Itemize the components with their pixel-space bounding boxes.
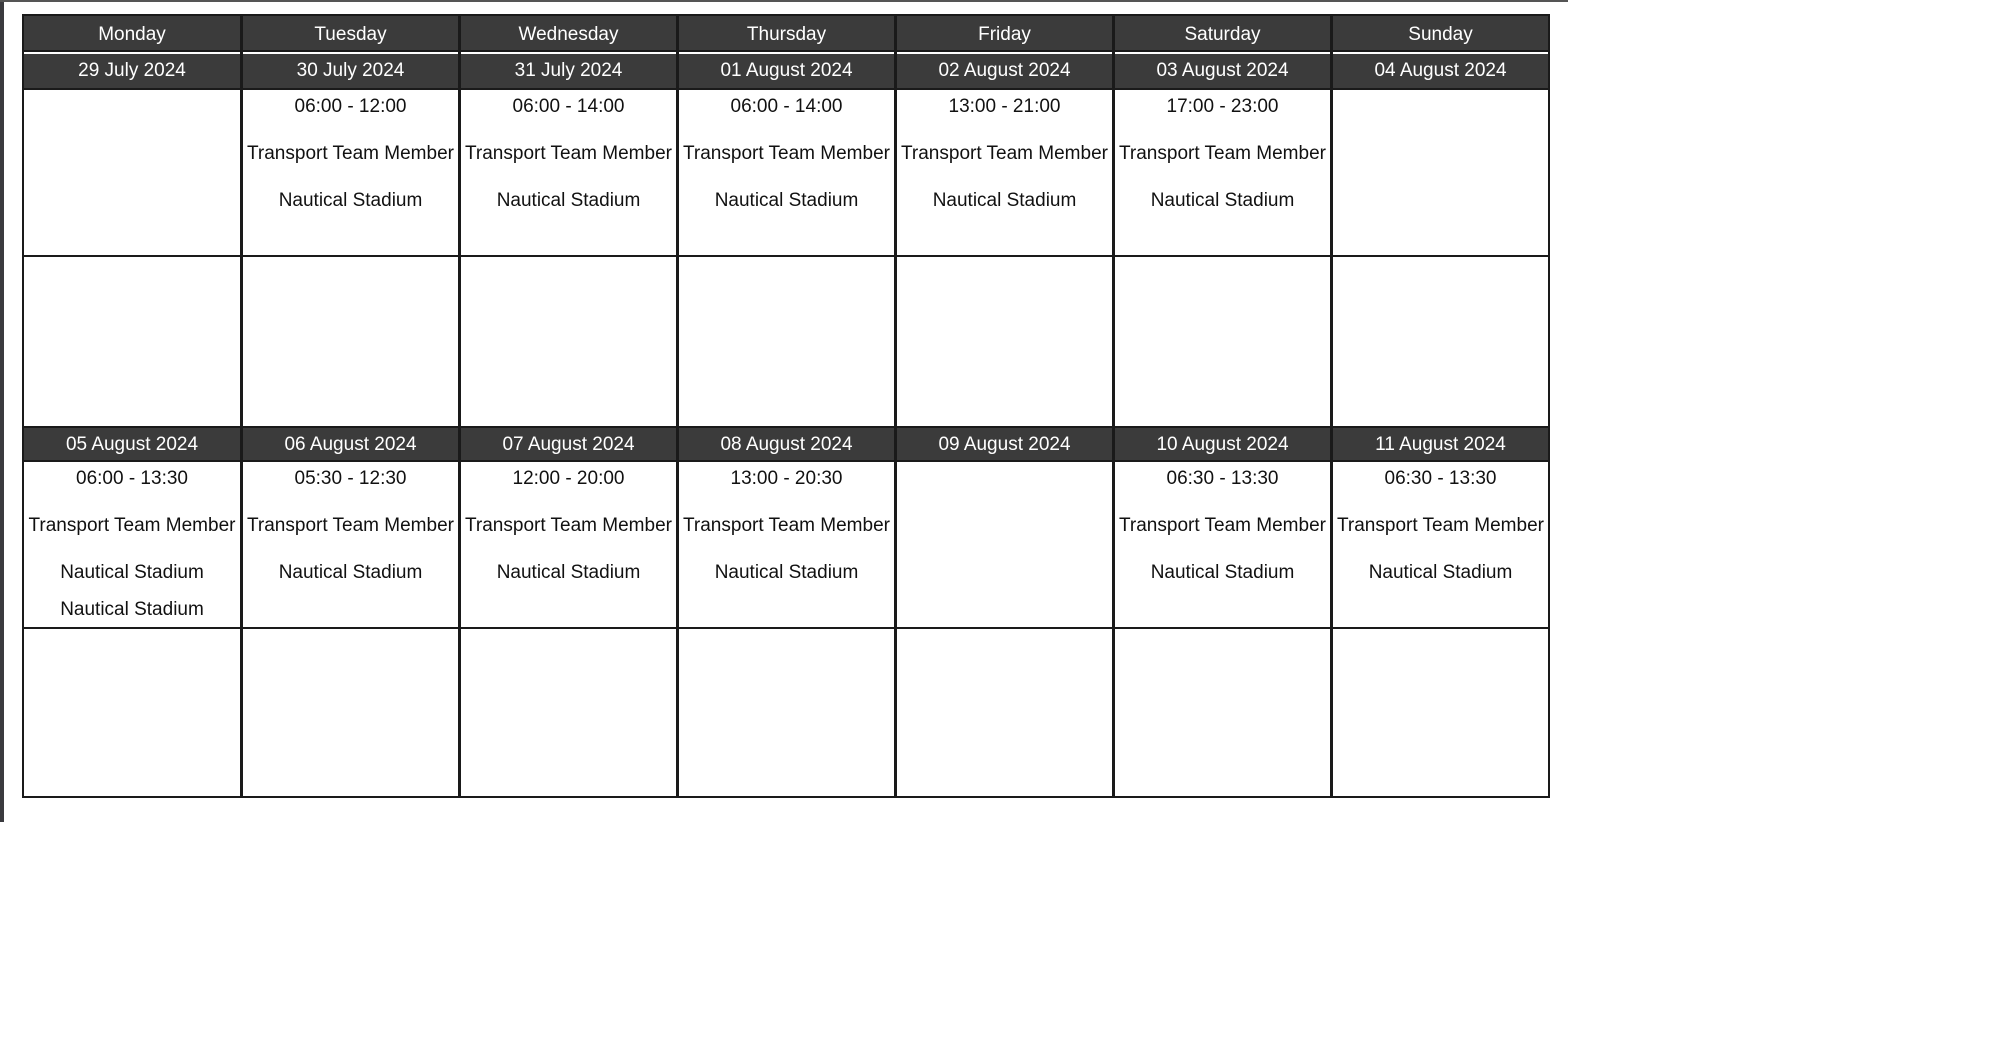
- shift-time: 06:30 - 13:30: [1384, 468, 1497, 489]
- shift-time: 13:00 - 21:00: [948, 96, 1061, 117]
- row-divider: [24, 460, 1548, 462]
- shift-location: Nautical Stadium: [1368, 562, 1513, 583]
- shift-role: Transport Team Member: [901, 143, 1108, 164]
- day-column-friday: [897, 16, 1112, 796]
- schedule-calendar: [22, 14, 1550, 798]
- date-header: 04 August 2024: [1333, 54, 1548, 88]
- date-header: 02 August 2024: [897, 54, 1112, 88]
- shift-role: Transport Team Member: [683, 143, 890, 164]
- shift-time: 13:00 - 20:30: [730, 468, 843, 489]
- date-header: 01 August 2024: [679, 54, 894, 88]
- shift-location: Nautical Stadium: [496, 190, 641, 211]
- day-header: Monday: [24, 16, 240, 52]
- shift-cell: [24, 88, 240, 256]
- day-header: Friday: [897, 16, 1112, 52]
- shift-time: 06:30 - 13:30: [1166, 468, 1279, 489]
- shift-cell: [461, 460, 676, 628]
- shift-cell: [1333, 460, 1548, 628]
- day-column-tuesday: [243, 16, 458, 796]
- shift-cell: [679, 460, 894, 628]
- day-header: Saturday: [1115, 16, 1330, 52]
- date-header: 11 August 2024: [1333, 426, 1548, 460]
- shift-role: Transport Team Member: [683, 515, 890, 536]
- shift-location: Nautical Stadium: [714, 190, 859, 211]
- shift-time: 12:00 - 20:00: [512, 468, 625, 489]
- date-header: 06 August 2024: [243, 426, 458, 460]
- date-header: 09 August 2024: [897, 426, 1112, 460]
- shift-location-extra: Nautical Stadium: [60, 599, 204, 620]
- shift-role: Transport Team Member: [247, 143, 454, 164]
- date-header: 05 August 2024: [24, 426, 240, 460]
- day-column-monday: [24, 16, 240, 796]
- shift-time: 06:00 - 13:30: [76, 468, 188, 489]
- shift-role: Transport Team Member: [1119, 515, 1326, 536]
- shift-cell: [243, 460, 458, 628]
- shift-cell: [1115, 460, 1330, 628]
- day-header: Tuesday: [243, 16, 458, 52]
- page-top-edge: [0, 0, 1568, 2]
- date-header: 29 July 2024: [24, 54, 240, 88]
- shift-cell: [1115, 88, 1330, 256]
- shift-location: Nautical Stadium: [714, 562, 859, 583]
- shift-cell: [243, 88, 458, 256]
- day-column-thursday: [679, 16, 894, 796]
- shift-role: Transport Team Member: [465, 515, 672, 536]
- shift-location: Nautical Stadium: [496, 562, 641, 583]
- shift-cell: [897, 88, 1112, 256]
- shift-role: Transport Team Member: [28, 515, 236, 536]
- date-header: 07 August 2024: [461, 426, 676, 460]
- day-column-saturday: [1115, 16, 1330, 796]
- shift-role: Transport Team Member: [247, 515, 454, 536]
- row-divider: [24, 255, 1548, 257]
- shift-time: 05:30 - 12:30: [294, 468, 407, 489]
- date-header: 10 August 2024: [1115, 426, 1330, 460]
- date-header: 08 August 2024: [679, 426, 894, 460]
- day-column-sunday: [1333, 16, 1548, 796]
- page-left-edge: [0, 0, 4, 822]
- shift-cell: [897, 460, 1112, 628]
- shift-time: 06:00 - 14:00: [512, 96, 625, 117]
- shift-role: Transport Team Member: [1337, 515, 1544, 536]
- shift-time: 17:00 - 23:00: [1166, 96, 1279, 117]
- shift-cell: [461, 88, 676, 256]
- shift-location: Nautical Stadium: [1150, 190, 1295, 211]
- shift-cell: [679, 88, 894, 256]
- row-divider: [24, 88, 1548, 90]
- shift-time: 06:00 - 12:00: [294, 96, 407, 117]
- shift-location: Nautical Stadium: [1150, 562, 1295, 583]
- day-header: Wednesday: [461, 16, 676, 52]
- row-divider: [24, 627, 1548, 629]
- shift-location: Nautical Stadium: [278, 190, 423, 211]
- day-header: Thursday: [679, 16, 894, 52]
- day-column-wednesday: [461, 16, 676, 796]
- shift-role: Transport Team Member: [1119, 143, 1326, 164]
- date-header: 30 July 2024: [243, 54, 458, 88]
- shift-role: Transport Team Member: [465, 143, 672, 164]
- shift-location: Nautical Stadium: [278, 562, 423, 583]
- shift-location: Nautical Stadium: [932, 190, 1077, 211]
- shift-cell: [1333, 88, 1548, 256]
- day-header: Sunday: [1333, 16, 1548, 52]
- shift-location: Nautical Stadium: [60, 562, 204, 583]
- date-header: 03 August 2024: [1115, 54, 1330, 88]
- date-header: 31 July 2024: [461, 54, 676, 88]
- shift-cell: [24, 460, 240, 628]
- shift-time: 06:00 - 14:00: [730, 96, 843, 117]
